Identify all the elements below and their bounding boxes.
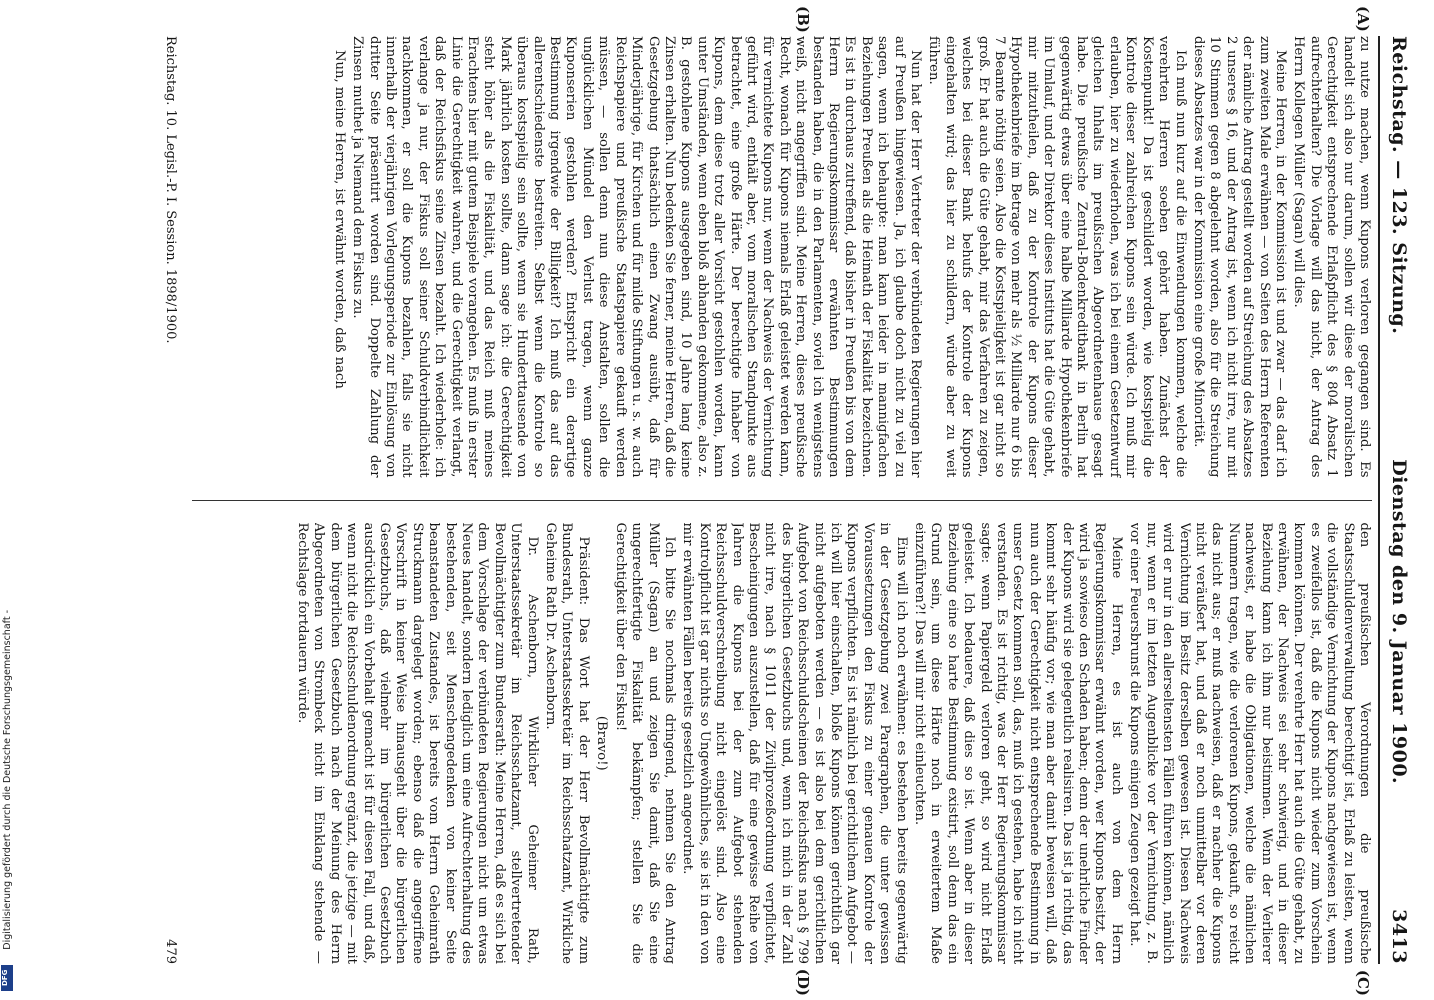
paragraph: Nun, meine Herren, ist erwähnt worden, daß nach (331, 50, 347, 389)
page-header (1382, 36, 1414, 964)
header-session: Reichstag. — 123. Sitzung. (1388, 36, 1410, 335)
paragraph: Ich muß nun kurz auf die Einwendungen kommen, welche die verehrten Herren soeben gehört haben. Zunächst der Kostenpunkt! Da ist geschildert worden, wie kostspielig die Kontrole dieser zahlreichen Kupons sein würde. Ich muß mir erlauben, hier zu wiederholen, was ich bei einem Gesetzentwurf gleichen Inhalts im preußischen Abgeordnetenhause gesagt habe. Die preußische Zentral-Bodenkreditbank in Berlin hat gegenwärtig etwas über eine halbe Milliarde Hypothekenbriefe im Umlauf, und der Direktor dieses Instituts hat die Güte gehabt, mir mitzutheilen, daß zu der Kontrole der Kupons dieser Hypothekenbriefe im Betrage von mehr als ½ Milliarde nur 6 bis 7 Beamte nöthig seien. Also die Kostspieligkeit ist gar nicht so groß. Er hat auch die Güte gehabt, mir das Verfahren zu zeigen, welches bei dieser Bank behufs der Kontrole der Kupons eingehalten wird; das hier zu schildern, würde aber zu weit führen. (926, 36, 1188, 478)
paragraph: Eins will ich noch erwähnen: es bestehen bereits gegenwärtig in der Gesetzgebung zwei Paragraphen, die unter gewissen Voraussetzungen den Fiskus zu einer genauen Kontrole der Kupons verpflichten. Es ist nämlich bei gerichtlichem Aufgebot — ich will hier einschalten, bloße Kupons können gerichtlich gar nicht aufgeboten werden — es ist also bei dem gerichtlichen Aufgebot von Reichsschuldscheinen der Reichsfiskus nach § 799 des bürgerlichen Gesetzbuchs und, wenn ich mich in der Zahl nicht irre, nach § 1011 der Zivilprozeßordnung verpflichtet, Bescheinigungen auszustellen, daß für eine gewisse Reihe von Jahren die Kupons bei der zum Aufgebot stehenden Reichsschuldverschreibung nicht eingelöst sind. Also eine Kontrolpflicht ist gar nichts so Ungewöhnliches, sie ist in den von mir erwähnten Fällen bereits gesetzlich angeordnet. (680, 522, 909, 964)
speaker-paragraph: Präsident: Das Wort hat der Herr Bevollmächtigte zum Bundesrath, Unterstaatssekretär im Reichsschatzamt, Wirkliche Geheime Rath Dr. Aschenborn. (543, 522, 591, 964)
margin-marker-b: (B) (794, 6, 812, 33)
dfg-logo: DFG (1, 965, 13, 991)
paragraph: Meine Herren, es ist auch von dem Herrn Regierungskommissar erwähnt worden, wer Kupons besitzt, der wird ja sowieso den Schaden haben; denn der unehrliche Finder der Kupons wird sie gelegentlich realisiren. Das ist ja richtig, das kommt sehr häufig vor; wie man aber damit beweisen will, daß nun auch der Gerechtigkeit nicht entsprechende Bestimmung in unser Gesetz kommen soll, das, muß ich gestehen, habe ich nicht verstanden. Es ist richtig, was der Herr Regierungskommissar sagte: wenn Papiergeld verloren geht, so wird nicht Erlaß geleistet. Ich bedauere, daß dies so ist. Wenn aber in dieser Beziehung eine so harte Bestimmung existirt, soll denn das ein Grund sein, um diese Härte noch in erweitertem Maße einzuführen?! Das will mir nicht einleuchten. (912, 522, 1124, 964)
paragraph: zu nutze machen, wenn Kupons verloren gegangen sind. Es handelt sich also nur darum, sollen wir diese der moralischen Gerechtigkeit entsprechende Erlaßpflicht des § 804 Absatz 1 aufrechterhalten? Die Vorlage will das nicht, der Antrag des Herrn Kollegen Müller (Sagan) will dies. (1291, 36, 1372, 478)
column-divider (192, 500, 1372, 501)
text-columns (192, 6, 1372, 996)
paragraph: Ich bitte Sie nochmals dringend, nehmen Sie den Antrag Müller (Sagan) an und zeigen Sie damit, daß Sie eine ungerechtfertigte Fiskalität bekämpfen; stellen Sie die Gerechtigkeit über den Fiskus! (612, 522, 677, 964)
column-left (192, 36, 1372, 478)
margin-marker-a: (A) (1354, 6, 1372, 32)
footer-page-number: 479 (163, 939, 178, 964)
header-date: Dienstag den 9. Januar 1900. (1388, 459, 1410, 785)
column-right (192, 523, 1372, 965)
paragraph: den preußischen Verordnungen die preußische Staatsschuldenverwaltung berechtigt ist, Erlaß zu leisten, wenn die vollständige Vernichtung der Kupons nachgewiesen ist, wenn es zweifellos ist, daß die Kupons nicht wieder zum Vorschein kommen können. Der verehrte Herr hat auch die Güte gehabt, zu erwähnen, der Nachweis sei sehr schwierig, und in dieser Beziehung kann ich ihm nur beistimmen. Wenn der Verlierer nachweist, er habe die Obligationen, welche die nämlichen Nummern tragen, wie die verlorenen Kupons, gekauft, so reicht das nicht aus; er muß nachweisen, daß er nachher die Kupons nicht veräußert hat, und daß er noch unmittelbar vor deren Vernichtung im Besitz derselben gewesen ist. Diesen Nachweis wird er nur in den allerseltensten Fällen führen können, nämlich nur, wenn er im letzten Augenblicke vor der Vernichtung, z. B. vor einer Feuersbrunst die Kupons einigen Zeugen gezeigt hat. (1127, 522, 1372, 964)
paragraph: Meine Herren, in der Kommission ist und zwar — das darf ich zum zweiten Male erwähnen — von Seiten des Herrn Referenten der nämliche Antrag gestellt worden auf Streichung des Absatzes 2 unseres § 16, und der Antrag ist, wenn ich nicht irre, nur mit 10 Stimmen gegen 8 abgelehnt worden, also für die Streichung dieses Absatzes war in der Kommission eine große Minorität. (1190, 36, 1288, 478)
paragraph: Nun hat der Herr Vertreter der verbündeten Regierungen hier auf Preußen hingewiesen. Ja, ich glaube doch nicht zu viel zu sagen, wenn ich behaupte: man kann leider in mannigfachen Beziehungen Preußen als die Heimath der Fiskalität bezeichnen. Es ist in durchaus zutreffend, daß bisher in Preußen bis von dem Herrn Regierungskommissar erwähnten Bestimmungen bestanden haben, die in den Parlamenten, soviel ich wenigstens weiß, nicht angegriffen sind. Meine Herren, dieses preußische Recht, wonach für Kupons niemals Erlaß geleistet werden kann, für vernichtete Kupons nur, wenn der Nachweis der Vernichtung geführt wird, enthält aber, vom moralischen Standpunkte aus betrachtet, eine große Härte. Der berechtigte Inhaber von Kupons, dem diese trotz aller Vorsicht gestohlen worden, kann unter Umständen, wenn eben bloß abhanden gekommene, also z. B. gestohlene Kupons ausgegeben sind, 10 Jahre lang keine Zinsen erhalten. Nun bedenken Sie ferner, meine Herren, daß die Gesetzgebung thatsächlich einen Zwang ausübt, daß für Minderjährige, für Kirchen und für milde Stiftungen u. s. w. auch Reichspapiere und preußische Staatspapiere gekauft werden müssen, — sollen denn nun diese Anstalten, sollen die unglücklichen Mündel den Verlust tragen, wenn ganze Kuponserien gestohlen werden? Entspricht ein derartige Bestimmung irgendwie der Billigkeit? Ich muß das auf das allerentschiedenste bestreiten. Selbst wenn die Kontrole so überaus kostspielig sein sollte, wenn sie Hunderttausende von Mark jährlich kosten sollte, dann sage ich: die Gerechtigkeit steht höher als die Fiskalität, und das Reich muß meines Erachtens hier mit gutem Beispiele vorangehen. Es muß in erster Linie die Gerechtigkeit wahren, und die Gerechtigkeit verlangt, daß der Reichsfiskus seine Zinsen bezahlt. Ich wiederhole: ich verlange ja nur, der Fiskus soll seiner Schuldverbindlichkeit nachkommen, er soll die Kupons bezahlen, falls sie nicht innerhalb der vierjährigen Vorlegungsperiode zur Einlösung von dritter Seite präsentirt worden sind. Doppelte Zahlung der Zinsen muthet ja Niemand dem Fiskus zu. (350, 36, 924, 478)
page-footer (163, 36, 178, 964)
margin-marker-d: (D) (794, 968, 812, 996)
digitization-credit: Digitalisierung gefördert durch die Deutsche Forschungsgemeinschaft - (2, 610, 13, 950)
header-rule (1378, 36, 1380, 964)
applause-note: (Bravo!) (594, 715, 610, 771)
speaker-paragraph: Dr. Aschenborn, Wirklicher Geheimer Rath, Unterstaatssekretär im Reichsschatzamt, stellvertretender Bevollmächtigter zum Bundesrath: Meine Herren, daß es sich bei dem Vorschlage der verbündeten Regierungen nicht um etwas Neues handelt, sondern lediglich um eine Aufrechterhaltung des bestehenden, seit Menschengedenken von keiner Seite beanstandeten Zustandes, ist bereits vom Herrn Geheimrath Struckmann dargelegt worden; ebenso daß die angegriffene Vorschrift in keiner Weise hinausgeht über die bürgerlichen Gesetzbuchs, daß vielmehr im bürgerlichen Gesetzbuch ausdrücklich ein Vorbehalt gemacht ist für diesen Fall, und daß, wenn nicht die Reichsschuldenordnung ergänzt, die jetzige — mit dem bürgerlichen Gesetzbuch nach der Meinung des Herrn Abgeordneten von Strombeck nicht im Einklang stehende — Rechtslage fortdauern würde. (295, 522, 540, 964)
header-page-number: 3413 (1388, 909, 1410, 964)
footer-source: Reichstag. 10. Legisl.-P. I. Session. 1898/1900. (163, 36, 178, 344)
margin-marker-c: (C) (1354, 969, 1372, 996)
